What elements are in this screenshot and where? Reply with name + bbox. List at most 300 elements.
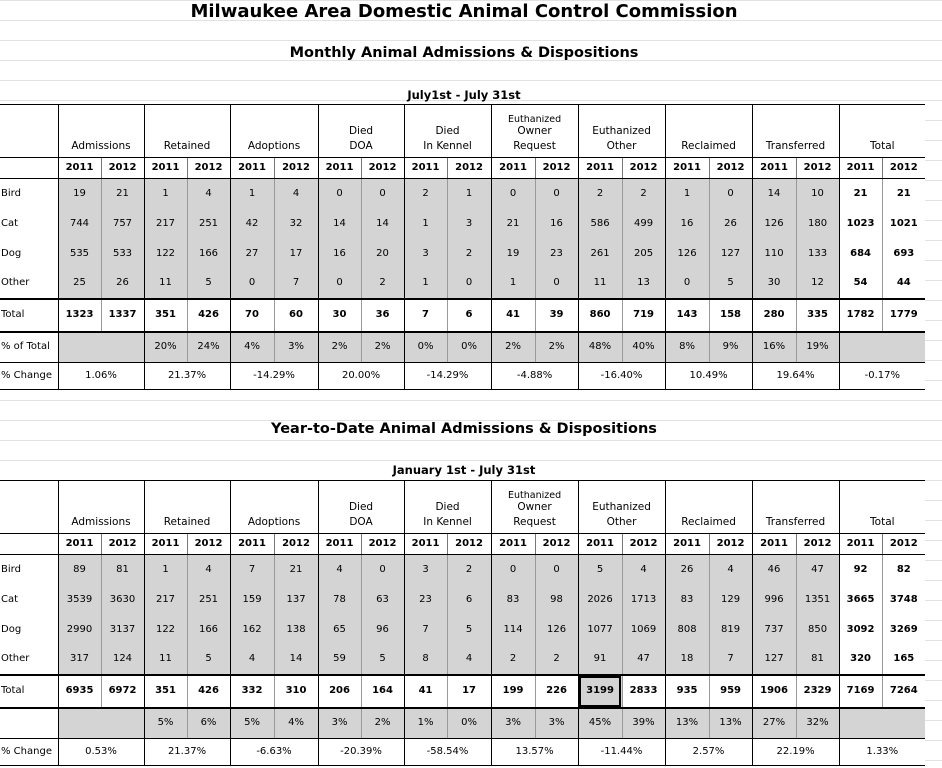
monthly-pct-total-cell[interactable]: 4%	[230, 332, 274, 363]
monthly-cell[interactable]: 0	[230, 269, 274, 299]
ytd-pct-total-cell[interactable]	[58, 708, 144, 739]
ytd-cell[interactable]: 996	[752, 585, 796, 615]
ytd-row-label[interactable]: Bird	[1, 563, 21, 575]
ytd-year-2012[interactable]: 2012	[361, 534, 404, 555]
ytd-pct-total-cell[interactable]: 4%	[274, 708, 318, 739]
monthly-col-header[interactable]	[144, 105, 230, 158]
ytd-total-cell[interactable]: 7169	[839, 675, 882, 708]
ytd-cell[interactable]: 18	[665, 645, 709, 675]
ytd-pct-change-cell[interactable]: 21.37%	[144, 739, 230, 766]
ytd-row-label[interactable]: Cat	[1, 593, 19, 605]
monthly-cell[interactable]: 0	[318, 179, 361, 209]
monthly-cell[interactable]: 21	[491, 209, 535, 239]
ytd-cell[interactable]: 217	[144, 585, 187, 615]
ytd-year-2011[interactable]: 2011	[839, 534, 882, 555]
ytd-cell[interactable]: 2	[447, 555, 491, 585]
ytd-cell[interactable]: 83	[665, 585, 709, 615]
monthly-cell[interactable]: 17	[274, 239, 318, 269]
ytd-cell[interactable]: 92	[839, 555, 882, 585]
monthly-total-cell[interactable]: 36	[361, 299, 404, 332]
ytd-year-2011[interactable]: 2011	[144, 534, 187, 555]
monthly-pct-total-cell[interactable]: 40%	[622, 332, 665, 363]
monthly-cell[interactable]: 535	[58, 239, 101, 269]
monthly-cell[interactable]: 0	[447, 269, 491, 299]
monthly-cell[interactable]: 684	[839, 239, 882, 269]
ytd-cell[interactable]: 129	[709, 585, 752, 615]
ytd-pct-change-cell[interactable]: -58.54%	[404, 739, 491, 766]
ytd-pct-total-cell[interactable]: 13%	[665, 708, 709, 739]
ytd-cell[interactable]: 46	[752, 555, 796, 585]
ytd-pct-total-cell[interactable]: 6%	[187, 708, 230, 739]
monthly-cell[interactable]: 1	[491, 269, 535, 299]
monthly-cell[interactable]: 499	[622, 209, 665, 239]
ytd-cell[interactable]: 5	[578, 555, 622, 585]
ytd-cell[interactable]: 26	[665, 555, 709, 585]
monthly-cell[interactable]: 1	[230, 179, 274, 209]
ytd-total-cell[interactable]: 426	[187, 675, 230, 708]
ytd-cell[interactable]: 47	[796, 555, 839, 585]
ytd-cell[interactable]: 78	[318, 585, 361, 615]
monthly-cell[interactable]: 23	[535, 239, 578, 269]
ytd-col-header[interactable]	[230, 481, 318, 534]
monthly-cell[interactable]: 21	[882, 179, 925, 209]
monthly-total-cell[interactable]: 426	[187, 299, 230, 332]
monthly-year-2011[interactable]: 2011	[318, 158, 361, 179]
ytd-cell[interactable]: 4	[230, 645, 274, 675]
ytd-pct-total-cell[interactable]: 27%	[752, 708, 796, 739]
monthly-cell[interactable]: 16	[535, 209, 578, 239]
monthly-pct-total-cell[interactable]: 0%	[404, 332, 447, 363]
monthly-pct-total-cell[interactable]: 0%	[447, 332, 491, 363]
ytd-cell[interactable]: 114	[491, 615, 535, 645]
monthly-cell[interactable]: 12	[796, 269, 839, 299]
ytd-cell[interactable]: 81	[796, 645, 839, 675]
ytd-cell[interactable]: 47	[622, 645, 665, 675]
monthly-cell[interactable]: 0	[535, 179, 578, 209]
monthly-col-header[interactable]	[665, 105, 752, 158]
ytd-pct-total-cell[interactable]: 45%	[578, 708, 622, 739]
ytd-total-label[interactable]: Total	[0, 675, 58, 708]
ytd-year-2012[interactable]: 2012	[447, 534, 491, 555]
monthly-year-2012[interactable]: 2012	[187, 158, 230, 179]
monthly-cell[interactable]: 0	[361, 179, 404, 209]
ytd-pct-change-label[interactable]: % Change	[0, 739, 58, 766]
monthly-col-header[interactable]	[58, 105, 144, 158]
ytd-pct-total-cell[interactable]: 13%	[709, 708, 752, 739]
monthly-year-2011[interactable]: 2011	[578, 158, 622, 179]
ytd-cell[interactable]: 23	[404, 585, 447, 615]
ytd-cell[interactable]: 2	[535, 645, 578, 675]
ytd-cell[interactable]: 2	[491, 645, 535, 675]
monthly-cell[interactable]: 4	[187, 179, 230, 209]
ytd-pct-total-cell[interactable]: 0%	[447, 708, 491, 739]
monthly-year-2011[interactable]: 2011	[665, 158, 709, 179]
ytd-cell[interactable]: 5	[187, 645, 230, 675]
monthly-pct-change-cell[interactable]: -0.17%	[839, 363, 925, 390]
ytd-col-header[interactable]	[665, 481, 752, 534]
ytd-pct-total-cell[interactable]: 39%	[622, 708, 665, 739]
monthly-pct-total-cell[interactable]: 3%	[274, 332, 318, 363]
monthly-cell[interactable]: 1	[144, 179, 187, 209]
monthly-pct-total-cell[interactable]: 2%	[318, 332, 361, 363]
monthly-cell[interactable]: 14	[318, 209, 361, 239]
monthly-total-cell[interactable]: 70	[230, 299, 274, 332]
monthly-pct-total-cell[interactable]: 19%	[796, 332, 839, 363]
ytd-cell[interactable]: 4	[318, 555, 361, 585]
monthly-pct-total-label[interactable]: % of Total	[0, 332, 58, 363]
ytd-total-cell[interactable]: 17	[447, 675, 491, 708]
ytd-col-header[interactable]	[318, 481, 404, 534]
ytd-cell[interactable]: 3665	[839, 585, 882, 615]
monthly-total-cell[interactable]: 6	[447, 299, 491, 332]
ytd-year-2012[interactable]: 2012	[274, 534, 318, 555]
ytd-cell[interactable]: 2026	[578, 585, 622, 615]
monthly-total-cell[interactable]: 1779	[882, 299, 925, 332]
monthly-cell[interactable]: 1	[404, 209, 447, 239]
monthly-pct-total-cell[interactable]	[839, 332, 925, 363]
ytd-cell[interactable]: 3630	[101, 585, 144, 615]
ytd-cell[interactable]: 59	[318, 645, 361, 675]
monthly-cell[interactable]: 126	[665, 239, 709, 269]
monthly-cell[interactable]: 21	[101, 179, 144, 209]
monthly-cell[interactable]: 11	[144, 269, 187, 299]
ytd-cell[interactable]: 91	[578, 645, 622, 675]
monthly-year-2011[interactable]: 2011	[230, 158, 274, 179]
monthly-row-label[interactable]: Other	[1, 277, 30, 288]
ytd-cell[interactable]: 11	[144, 645, 187, 675]
monthly-pct-total-cell[interactable]: 24%	[187, 332, 230, 363]
ytd-cell[interactable]: 7	[404, 615, 447, 645]
ytd-col-header[interactable]	[404, 481, 491, 534]
monthly-cell[interactable]: 0	[535, 269, 578, 299]
ytd-cell[interactable]: 251	[187, 585, 230, 615]
ytd-cell[interactable]: 0	[491, 555, 535, 585]
ytd-year-2011[interactable]: 2011	[665, 534, 709, 555]
monthly-cell[interactable]: 744	[58, 209, 101, 239]
ytd-cell[interactable]: 0	[361, 555, 404, 585]
ytd-pct-change-cell[interactable]: 1.33%	[839, 739, 925, 766]
ytd-cell[interactable]: 4	[709, 555, 752, 585]
monthly-total-cell[interactable]: 158	[709, 299, 752, 332]
ytd-cell[interactable]: 7	[230, 555, 274, 585]
monthly-cell[interactable]: 42	[230, 209, 274, 239]
ytd-year-2012[interactable]: 2012	[796, 534, 839, 555]
ytd-cell[interactable]: 83	[491, 585, 535, 615]
ytd-cell[interactable]: 1	[144, 555, 187, 585]
ytd-cell[interactable]: 3	[404, 555, 447, 585]
monthly-cell[interactable]: 1	[447, 179, 491, 209]
monthly-cell[interactable]: 2	[404, 179, 447, 209]
monthly-row-label[interactable]: Dog	[1, 247, 22, 259]
monthly-pct-total-cell[interactable]: 8%	[665, 332, 709, 363]
ytd-pct-total-cell[interactable]: 2%	[361, 708, 404, 739]
monthly-total-cell[interactable]: 143	[665, 299, 709, 332]
ytd-cell[interactable]: 1077	[578, 615, 622, 645]
monthly-cell[interactable]: 7	[274, 269, 318, 299]
monthly-pct-change-cell[interactable]: 21.37%	[144, 363, 230, 390]
ytd-year-2012[interactable]: 2012	[535, 534, 578, 555]
ytd-year-2012[interactable]: 2012	[709, 534, 752, 555]
ytd-cell[interactable]: 819	[709, 615, 752, 645]
ytd-cell[interactable]: 5	[447, 615, 491, 645]
monthly-pct-total-cell[interactable]: 48%	[578, 332, 622, 363]
monthly-cell[interactable]: 2	[361, 269, 404, 299]
ytd-total-cell[interactable]: 310	[274, 675, 318, 708]
ytd-pct-total-cell[interactable]: 3%	[491, 708, 535, 739]
monthly-cell[interactable]: 26	[709, 209, 752, 239]
ytd-year-2011[interactable]: 2011	[404, 534, 447, 555]
ytd-year-2012[interactable]: 2012	[101, 534, 144, 555]
monthly-cell[interactable]: 0	[665, 269, 709, 299]
monthly-pct-total-cell[interactable]: 20%	[144, 332, 187, 363]
monthly-cell[interactable]: 261	[578, 239, 622, 269]
ytd-cell[interactable]: 3269	[882, 615, 925, 645]
monthly-total-cell[interactable]: 719	[622, 299, 665, 332]
ytd-total-cell[interactable]: 6972	[101, 675, 144, 708]
monthly-col-header[interactable]	[578, 105, 665, 158]
ytd-pct-change-cell[interactable]: 0.53%	[58, 739, 144, 766]
monthly-total-cell[interactable]: 30	[318, 299, 361, 332]
monthly-total-cell[interactable]: 41	[491, 299, 535, 332]
ytd-pct-total-cell[interactable]: 3%	[535, 708, 578, 739]
monthly-year-2012[interactable]: 2012	[101, 158, 144, 179]
monthly-cell[interactable]: 54	[839, 269, 882, 299]
monthly-cell[interactable]: 205	[622, 239, 665, 269]
ytd-cell[interactable]: 166	[187, 615, 230, 645]
ytd-cell[interactable]: 317	[58, 645, 101, 675]
ytd-cell[interactable]: 162	[230, 615, 274, 645]
monthly-cell[interactable]: 2	[447, 239, 491, 269]
monthly-pct-change-cell[interactable]: -14.29%	[230, 363, 318, 390]
ytd-cell[interactable]: 65	[318, 615, 361, 645]
monthly-total-cell[interactable]: 60	[274, 299, 318, 332]
ytd-cell[interactable]: 3748	[882, 585, 925, 615]
ytd-year-2011[interactable]: 2011	[752, 534, 796, 555]
monthly-total-cell[interactable]: 335	[796, 299, 839, 332]
monthly-cell[interactable]: 1	[404, 269, 447, 299]
ytd-total-cell[interactable]: 164	[361, 675, 404, 708]
ytd-pct-change-cell[interactable]: 13.57%	[491, 739, 578, 766]
ytd-year-2012[interactable]: 2012	[882, 534, 925, 555]
monthly-pct-change-cell[interactable]: -16.40%	[578, 363, 665, 390]
ytd-col-header[interactable]	[58, 481, 144, 534]
ytd-pct-change-cell[interactable]: -6.63%	[230, 739, 318, 766]
monthly-cell[interactable]: 126	[752, 209, 796, 239]
ytd-cell[interactable]: 165	[882, 645, 925, 675]
ytd-year-2012[interactable]: 2012	[622, 534, 665, 555]
ytd-pct-total-cell[interactable]	[839, 708, 925, 739]
ytd-pct-change-cell[interactable]: 2.57%	[665, 739, 752, 766]
ytd-pct-total-cell[interactable]: 5%	[230, 708, 274, 739]
monthly-col-header[interactable]	[230, 105, 318, 158]
ytd-total-cell[interactable]: 41	[404, 675, 447, 708]
monthly-cell[interactable]: 27	[230, 239, 274, 269]
ytd-cell[interactable]: 3539	[58, 585, 101, 615]
monthly-cell[interactable]: 19	[58, 179, 101, 209]
monthly-cell[interactable]: 217	[144, 209, 187, 239]
ytd-total-cell[interactable]: 1906	[752, 675, 796, 708]
ytd-total-cell[interactable]: 332	[230, 675, 274, 708]
ytd-pct-change-cell[interactable]: -11.44%	[578, 739, 665, 766]
ytd-total-cell[interactable]: 935	[665, 675, 709, 708]
monthly-year-2012[interactable]: 2012	[535, 158, 578, 179]
monthly-col-header[interactable]	[404, 105, 491, 158]
monthly-cell[interactable]: 2	[578, 179, 622, 209]
monthly-cell[interactable]: 1021	[882, 209, 925, 239]
ytd-cell[interactable]: 82	[882, 555, 925, 585]
monthly-pct-total-cell[interactable]: 16%	[752, 332, 796, 363]
ytd-cell[interactable]: 3092	[839, 615, 882, 645]
monthly-total-cell[interactable]: 1782	[839, 299, 882, 332]
monthly-year-2012[interactable]: 2012	[709, 158, 752, 179]
monthly-total-cell[interactable]: 280	[752, 299, 796, 332]
monthly-row-label[interactable]: Cat	[1, 217, 19, 229]
monthly-pct-total-cell[interactable]: 2%	[361, 332, 404, 363]
ytd-total-cell[interactable]: 7264	[882, 675, 925, 708]
ytd-year-2011[interactable]: 2011	[58, 534, 101, 555]
monthly-col-header[interactable]	[318, 105, 404, 158]
ytd-cell[interactable]: 96	[361, 615, 404, 645]
ytd-year-2011[interactable]: 2011	[578, 534, 622, 555]
ytd-col-header[interactable]	[839, 481, 925, 534]
ytd-total-cell[interactable]: 226	[535, 675, 578, 708]
monthly-pct-total-cell[interactable]: 2%	[491, 332, 535, 363]
monthly-cell[interactable]: 127	[709, 239, 752, 269]
monthly-cell[interactable]: 4	[274, 179, 318, 209]
ytd-cell[interactable]: 0	[535, 555, 578, 585]
monthly-col-header[interactable]	[491, 105, 578, 158]
monthly-total-cell[interactable]: 351	[144, 299, 187, 332]
monthly-year-2012[interactable]: 2012	[622, 158, 665, 179]
ytd-total-cell[interactable]: 6935	[58, 675, 101, 708]
monthly-cell[interactable]: 1023	[839, 209, 882, 239]
monthly-year-2012[interactable]: 2012	[796, 158, 839, 179]
monthly-total-label[interactable]: Total	[0, 299, 58, 332]
monthly-cell[interactable]: 693	[882, 239, 925, 269]
ytd-cell[interactable]: 89	[58, 555, 101, 585]
ytd-year-2011[interactable]: 2011	[230, 534, 274, 555]
monthly-year-2012[interactable]: 2012	[274, 158, 318, 179]
monthly-cell[interactable]: 133	[796, 239, 839, 269]
monthly-cell[interactable]: 11	[578, 269, 622, 299]
ytd-year-2012[interactable]: 2012	[187, 534, 230, 555]
monthly-year-2012[interactable]: 2012	[882, 158, 925, 179]
monthly-cell[interactable]: 2	[622, 179, 665, 209]
ytd-col-header[interactable]	[144, 481, 230, 534]
ytd-cell[interactable]: 4	[622, 555, 665, 585]
monthly-cell[interactable]: 0	[318, 269, 361, 299]
monthly-total-cell[interactable]: 1337	[101, 299, 144, 332]
ytd-cell[interactable]: 127	[752, 645, 796, 675]
ytd-cell[interactable]: 63	[361, 585, 404, 615]
ytd-cell[interactable]: 7	[709, 645, 752, 675]
ytd-cell[interactable]: 159	[230, 585, 274, 615]
monthly-year-2011[interactable]: 2011	[144, 158, 187, 179]
monthly-pct-change-cell[interactable]: -14.29%	[404, 363, 491, 390]
ytd-pct-total-cell[interactable]: 1%	[404, 708, 447, 739]
ytd-total-cell[interactable]: 351	[144, 675, 187, 708]
ytd-cell[interactable]: 137	[274, 585, 318, 615]
monthly-pct-total-cell[interactable]: 9%	[709, 332, 752, 363]
monthly-cell[interactable]: 10	[796, 179, 839, 209]
ytd-cell[interactable]: 124	[101, 645, 144, 675]
ytd-col-header[interactable]	[491, 481, 578, 534]
ytd-cell[interactable]: 81	[101, 555, 144, 585]
ytd-cell[interactable]: 1713	[622, 585, 665, 615]
ytd-pct-total-label[interactable]	[0, 708, 58, 739]
ytd-cell[interactable]: 8	[404, 645, 447, 675]
ytd-cell[interactable]: 737	[752, 615, 796, 645]
monthly-row-label[interactable]: Bird	[1, 187, 21, 199]
monthly-cell[interactable]: 0	[491, 179, 535, 209]
ytd-pct-total-cell[interactable]: 32%	[796, 708, 839, 739]
monthly-year-2011[interactable]: 2011	[404, 158, 447, 179]
monthly-total-cell[interactable]: 7	[404, 299, 447, 332]
ytd-col-header[interactable]	[752, 481, 839, 534]
ytd-total-cell[interactable]: 2833	[622, 675, 665, 708]
monthly-year-2011[interactable]: 2011	[58, 158, 101, 179]
monthly-cell[interactable]: 16	[318, 239, 361, 269]
ytd-total-cell[interactable]: 2329	[796, 675, 839, 708]
ytd-cell[interactable]: 5	[361, 645, 404, 675]
monthly-year-2011[interactable]: 2011	[752, 158, 796, 179]
monthly-cell[interactable]: 19	[491, 239, 535, 269]
monthly-cell[interactable]: 44	[882, 269, 925, 299]
monthly-cell[interactable]: 14	[752, 179, 796, 209]
monthly-pct-change-cell[interactable]: 1.06%	[58, 363, 144, 390]
monthly-cell[interactable]: 180	[796, 209, 839, 239]
ytd-total-cell[interactable]: 199	[491, 675, 535, 708]
monthly-cell[interactable]: 757	[101, 209, 144, 239]
monthly-pct-total-cell[interactable]	[58, 332, 144, 363]
ytd-cell[interactable]: 138	[274, 615, 318, 645]
ytd-cell[interactable]: 4	[447, 645, 491, 675]
ytd-year-2011[interactable]: 2011	[318, 534, 361, 555]
monthly-cell[interactable]: 166	[187, 239, 230, 269]
monthly-cell[interactable]: 5	[709, 269, 752, 299]
ytd-pct-total-cell[interactable]: 5%	[144, 708, 187, 739]
ytd-pct-change-cell[interactable]: -20.39%	[318, 739, 404, 766]
ytd-cell[interactable]: 122	[144, 615, 187, 645]
monthly-cell[interactable]: 16	[665, 209, 709, 239]
ytd-cell[interactable]: 3137	[101, 615, 144, 645]
ytd-cell[interactable]: 2990	[58, 615, 101, 645]
monthly-pct-change-cell[interactable]: 19.64%	[752, 363, 839, 390]
monthly-cell[interactable]: 20	[361, 239, 404, 269]
monthly-total-cell[interactable]: 39	[535, 299, 578, 332]
monthly-cell[interactable]: 21	[839, 179, 882, 209]
monthly-year-2011[interactable]: 2011	[839, 158, 882, 179]
monthly-cell[interactable]: 1	[665, 179, 709, 209]
ytd-cell[interactable]: 21	[274, 555, 318, 585]
monthly-year-2011[interactable]: 2011	[491, 158, 535, 179]
monthly-col-header[interactable]	[839, 105, 925, 158]
monthly-col-header[interactable]	[752, 105, 839, 158]
ytd-cell[interactable]: 14	[274, 645, 318, 675]
monthly-cell[interactable]: 0	[709, 179, 752, 209]
monthly-cell[interactable]: 251	[187, 209, 230, 239]
ytd-cell[interactable]: 1351	[796, 585, 839, 615]
monthly-cell[interactable]: 25	[58, 269, 101, 299]
monthly-year-2012[interactable]: 2012	[361, 158, 404, 179]
monthly-total-cell[interactable]: 860	[578, 299, 622, 332]
ytd-cell[interactable]: 808	[665, 615, 709, 645]
monthly-cell[interactable]: 586	[578, 209, 622, 239]
ytd-row-label[interactable]: Dog	[1, 623, 22, 635]
monthly-pct-change-cell[interactable]: 20.00%	[318, 363, 404, 390]
monthly-total-cell[interactable]: 1323	[58, 299, 101, 332]
ytd-cell[interactable]: 1069	[622, 615, 665, 645]
